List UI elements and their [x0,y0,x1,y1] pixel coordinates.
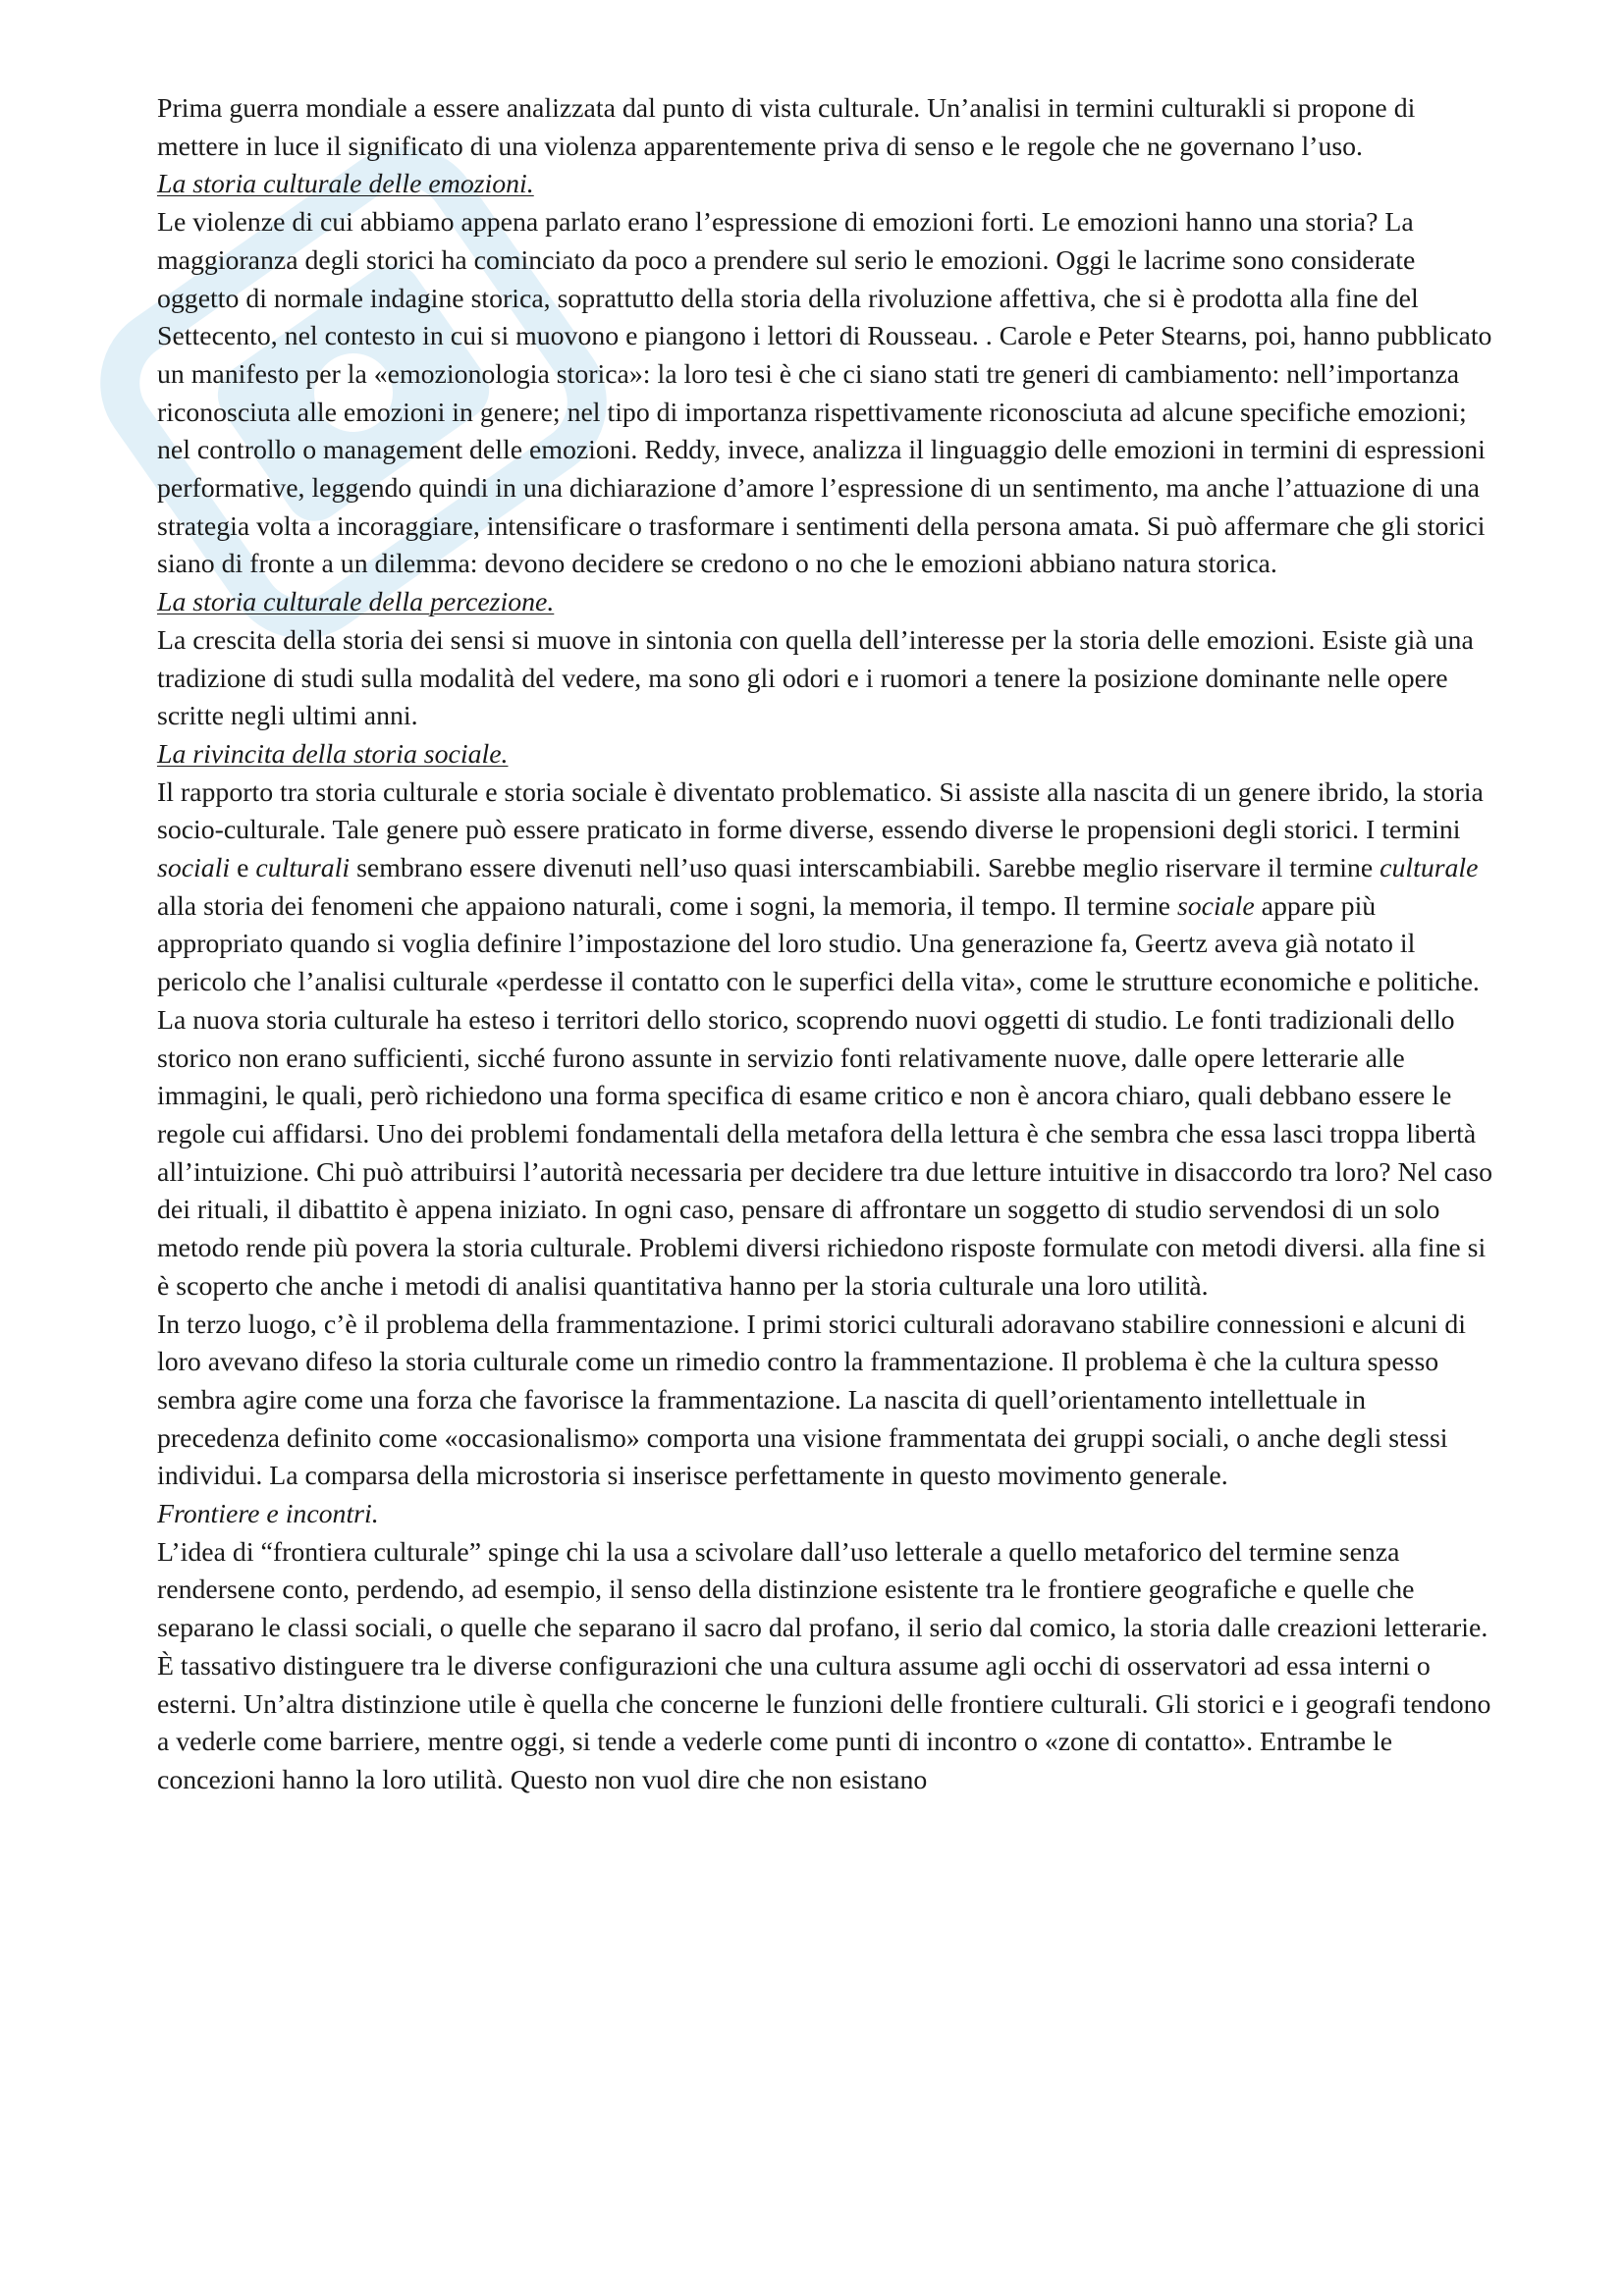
paragraph: In terzo luogo, c’è il problema della frammentazione. I primi storici culturali adoravano stabilire connessioni e alcuni di loro avevano difeso la storia culturale come un rimedio contro la frammentazione. Il problema è che la cultura spesso sembra agire come una forza che favorisce la frammentazione. La nascita di quell’orientamento intellettuale in precedenza definito come «occasionalismo» comporta una visione frammentata dei gruppi sociali, o anche degli stessi individui. La comparsa della microstoria si inserisce perfettamente in questo movimento generale. [157,1308,1467,1492]
paragraph: L’idea di “frontiera culturale” spinge chi la usa a scivolare dall’uso letterale a quello metaforico del termine senza rendersene conto, perdendo, ad esempio, il senso della distinzione esistente tra le frontiere geografiche e quelle che separano le classi sociali, o quelle che separano il sacro dal profano, il serio dal comico, la storia dalle creazioni letterarie. È tassativo distinguere tra le diverse configurazioni che una cultura assume agli occhi di osservatori ad essa interni o esterni. Un’altra distinzione utile è quella che concerne le funzioni delle frontiere culturali. Gli storici e i geografi tendono a vederle come barriere, mentre oggi, si tende a vederle come punti di incontro o «zone di contatto». Entrambe le concezioni hanno la loro utilità. Questo non vuol dire che non esistano [157,1536,1491,1795]
italic-term: culturali [255,853,351,884]
document-body [157,90,1492,1800]
italic-term: sociale [1176,890,1255,922]
section-heading-frontiere: Frontiere e incontri. [157,1499,379,1530]
text-run: alla storia dei fenomeni che appaiono naturali, come i sogni, la memoria, il tempo. Il termine [157,890,1177,922]
section-heading-storia-sociale: La rivincita della storia sociale. [157,738,509,770]
section-heading-percezione: La storia culturale della percezione. [157,587,555,618]
paragraph: La crescita della storia dei sensi si muove in sintonia con quella dell’interesse per la storia delle emozioni. Esiste già una tradizione di studi sulla modalità del vedere, ma sono gli odori e i ruomori a tenere la posizione dominante nelle opere scritte negli ultimi anni. [157,624,1474,732]
paragraph: Prima guerra mondiale a essere analizzata dal punto di vista culturale. Un’analisi in termini culturakli si propone di mettere in luce il significato di una violenza apparentemente priva di senso e le regole che ne governano l’uso. [157,93,1416,162]
text-run: appare più appropriato quando si voglia definire l’impostazione del loro studio. Una generazione fa, Geertz aveva già notato il pericolo che l’analisi culturale «perdesse il contatto con le superfici della vita», come le strutture economiche e politiche. La nuova storia culturale ha esteso i territori dello storico, scoprendo nuovi oggetti di studio. Le fonti tradizionali dello storico non erano sufficienti, sicché furono assunte in servizio fonti relativamente nuove, dalle opere letterarie alle immagini, le quali, però richiedono una forma specifica di esame critico e non è ancora chiaro, quali debbano essere le regole cui affidarsi. Uno dei problemi fondamentali della metafora della lettura è che sembra che essa lasci troppa libertà all’intuizione. Chi può attribuirsi l’autorità necessaria per decidere tra due letture intuitive in disaccordo tra loro? Nel caso dei rituali, il dibattito è appena iniziato. In ogni caso, pensare di affrontare un soggetto di studio servendosi di un solo metodo rende più povera la storia culturale. Problemi diversi richiedono risposte formulate con metodi diversi. alla fine si è scoperto che anche i metodi di analisi quantitativa hanno per la storia culturale una loro utilità. [157,890,1492,1302]
text-run: e [230,853,256,884]
paragraph: Le violenze di cui abbiamo appena parlato erano l’espressione di emozioni forti. Le emozioni hanno una storia? La maggioranza degli storici ha cominciato da poco a prendere sul serio le emozioni. Oggi le lacrime sono considerate oggetto di normale indagine storica, soprattutto della storia della rivoluzione affettiva, che si è prodotta alla fine del Settecento, nel contesto in cui si muovono e piangono i lettori di Rousseau. . Carole e Peter Stearns, poi, hanno pubblicato un manifesto per la «emozionologia storica»: la loro tesi è che ci siano stati tre generi di cambiamento: nell’importanza riconosciuta alle emozioni in genere; nel tipo di importanza rispettivamente riconosciuta ad alcune specifiche emozioni; nel controllo o management delle emozioni. Reddy, invece, analizza il linguaggio delle emozioni in termini di espressioni performative, leggendo quindi in una dichiarazione d’amore l’espressione di un sentimento, ma anche l’attuazione di una strategia volta a incoraggiare, intensificare o trasformare i sentimenti della persona amata. Si può affermare che gli storici siano di fronte a un dilemma: devono decidere se credono o no che le emozioni abbiano natura storica. [157,207,1492,580]
text-run: sembrano essere divenuti nell’uso quasi interscambiabili. Sarebbe meglio riservare il termine [350,853,1380,884]
section-heading-emozioni: La storia culturale delle emozioni. [157,169,534,200]
italic-term: sociali [157,853,231,884]
paragraph [157,774,1492,1307]
italic-term: culturale [1380,853,1479,884]
text-run: Il rapporto tra storia culturale e storia sociale è diventato problematico. Si assiste alla nascita di un genere ibrido, la storia socio-culturale. Tale genere può essere praticato in forme diverse, essendo diverse le propensioni degli storici. I termini [157,776,1484,846]
